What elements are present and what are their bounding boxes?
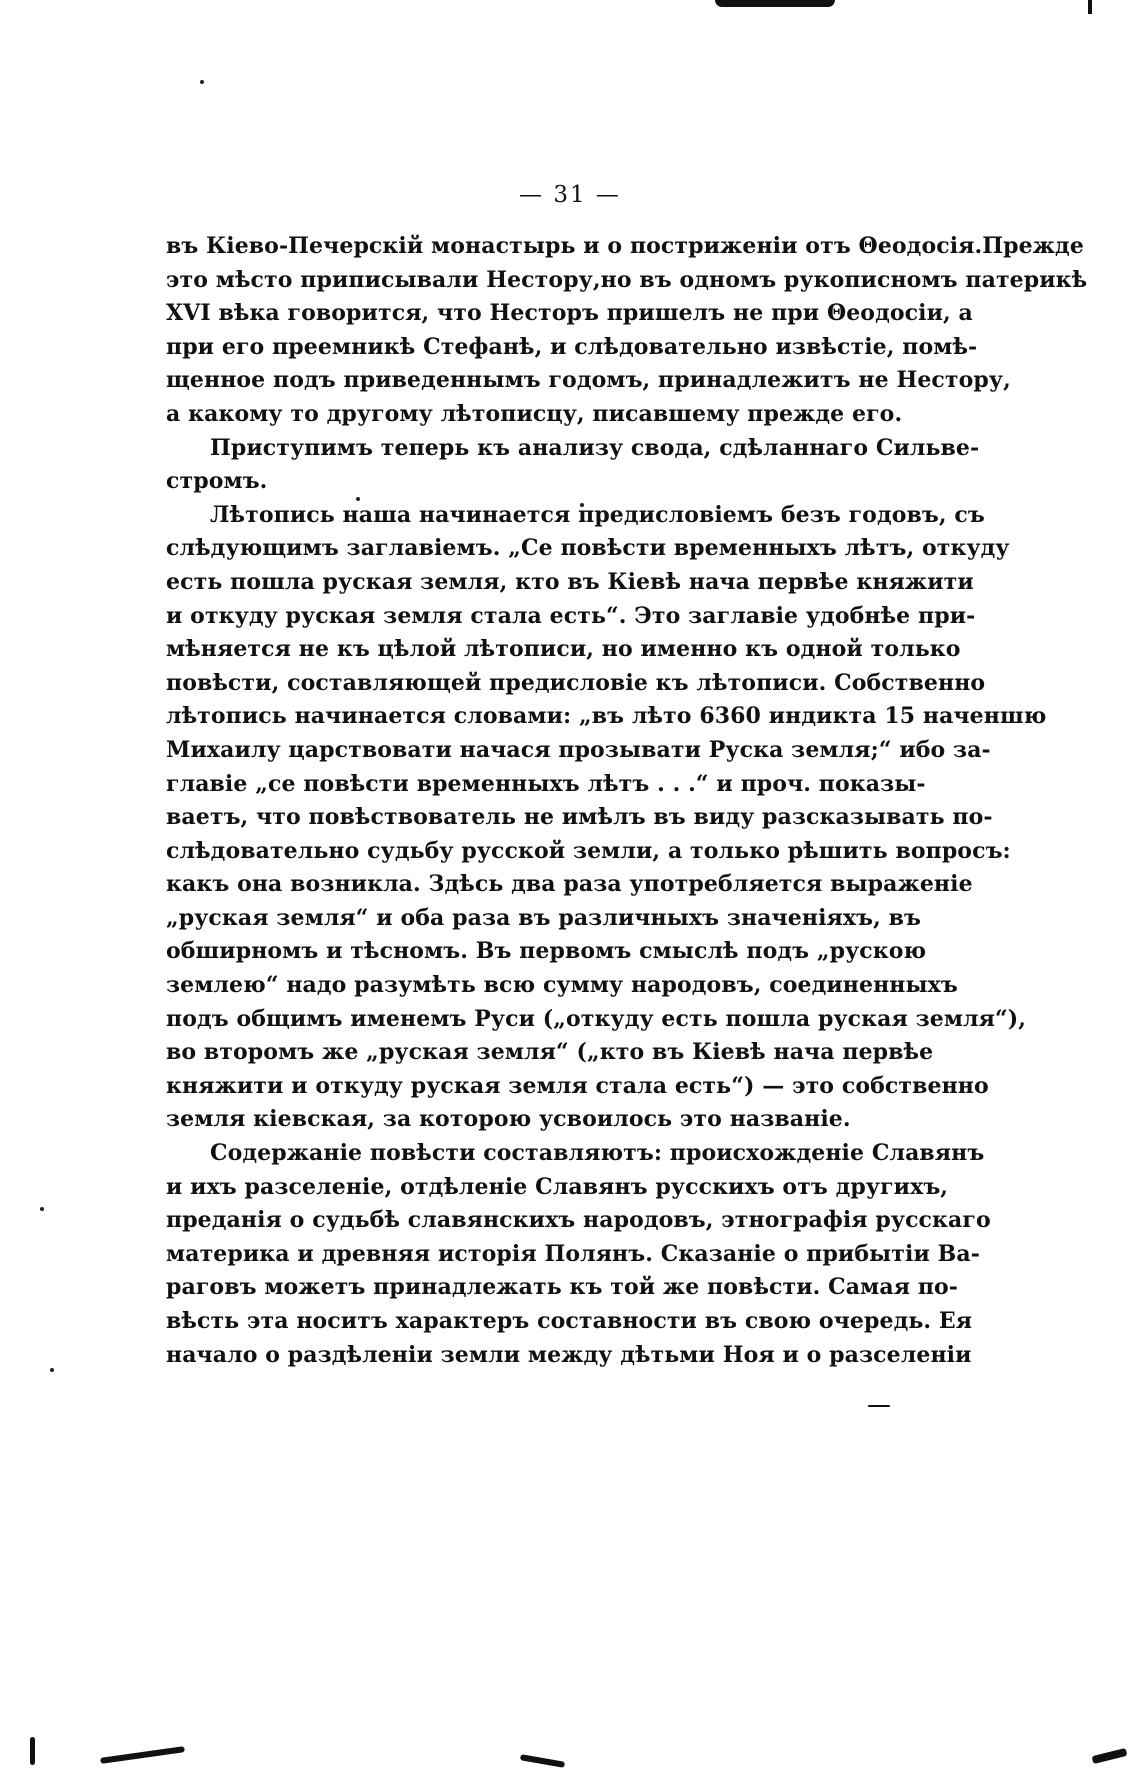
text-line: ваетъ, что повѣствователь не имѣлъ въ виду разсказывать по- xyxy=(166,804,993,831)
paragraph-2 xyxy=(166,432,980,499)
text-line: а какому то другому лѣтописцу, писавшему прежде его. xyxy=(166,400,903,427)
scan-mark-top xyxy=(715,0,835,7)
body-text xyxy=(166,230,1088,1372)
text-line: при его преемникѣ Стефанѣ, и слѣдовательно извѣстіе, помѣ- xyxy=(166,333,978,360)
page-number: — 31 — xyxy=(519,182,621,208)
paragraph-1 xyxy=(166,230,1088,432)
scan-mark-top-right xyxy=(1088,0,1092,14)
text-line: материка и древняя исторія Полянъ. Сказаніе о прибытіи Ва- xyxy=(166,1240,980,1267)
text-line: Лѣтопись наша начинается предисловіемъ безъ годовъ, съ xyxy=(210,501,985,528)
scan-smudge xyxy=(520,1754,565,1768)
paragraph-3 xyxy=(166,499,1047,1137)
text-line: раговъ можетъ принадлежать къ той же повѣсти. Самая по- xyxy=(166,1274,959,1301)
text-line: есть пошла руская земля, кто въ Кіевѣ нача первѣе княжити xyxy=(166,568,974,595)
text-line: щенное подъ приведеннымъ годомъ, принадлежитъ не Нестору, xyxy=(166,367,1011,394)
scan-speck xyxy=(40,1207,44,1211)
text-line: во второмъ же „руская земля“ („кто въ Кіевѣ нача первѣе xyxy=(166,1039,934,1066)
text-line: мѣняется не къ цѣлой лѣтописи, но именно къ одной только xyxy=(166,636,961,663)
text-line: земля кіевская, за которою усвоилось это названіе. xyxy=(166,1106,851,1133)
scan-smudge xyxy=(1092,1748,1128,1764)
text-line: лѣтопись начинается словами: „въ лѣто 6360 индикта 15 наченшю xyxy=(166,703,1047,730)
text-line: подъ общимъ именемъ Руси („откуду есть пошла руская земля“), xyxy=(166,1005,1027,1032)
text-line: преданія о судьбѣ славянскихъ народовъ, этнографія русскаго xyxy=(166,1207,991,1234)
scan-speck xyxy=(50,1368,54,1372)
text-line: начало о раздѣленіи земли между дѣтьми Ноя и о разселеніи xyxy=(166,1341,972,1368)
text-line: Содержаніе повѣсти составляютъ: происхожденіе Славянъ xyxy=(210,1140,985,1167)
text-line: слѣдующимъ заглавіемъ. „Се повѣсти временныхъ лѣтъ, откуду xyxy=(166,535,1010,562)
text-line: главіе „се повѣсти временныхъ лѣтъ . . .“ и проч. показы- xyxy=(166,770,926,797)
text-line: обширномъ и тѣсномъ. Въ первомъ смыслѣ подъ „рускою xyxy=(166,938,927,965)
text-line: это мѣсто приписывали Нестору,но въ одномъ рукописномъ патерикѣ xyxy=(166,266,1088,293)
scan-smudge xyxy=(868,1405,890,1407)
text-line: какъ она возникла. Здѣсь два раза употребляется выраженіе xyxy=(166,871,973,898)
text-line: и откуду руская земля стала есть“. Это заглавіе удобнѣе при- xyxy=(166,602,976,629)
text-line: Михаилу царствовати начася прозывати Руска земля;“ ибо за- xyxy=(166,736,991,763)
text-line: XVI вѣка говорится, что Несторъ пришелъ не при Θеодосіи, а xyxy=(166,300,973,327)
text-line: слѣдовательно судьбу русской земли, а только рѣшить вопросъ: xyxy=(166,837,1011,864)
scan-speck xyxy=(200,80,204,84)
scan-smudge xyxy=(30,1737,35,1765)
text-line: вѣсть эта носитъ характеръ составности въ свою очередь. Ея xyxy=(166,1308,973,1334)
text-line: Приступимъ теперь къ анализу свода, сдѣланнаго Сильве- xyxy=(210,434,980,461)
text-line: въ Кіево-Печерскій монастырь и о постриженіи отъ Θеодосія.Прежде xyxy=(166,233,1084,259)
text-line: повѣсти, составляющей предисловіе къ лѣтописи. Собственно xyxy=(166,669,986,696)
text-line: „руская земля“ и оба раза въ различныхъ значеніяхъ, въ xyxy=(166,904,921,931)
scan-smudge xyxy=(100,1746,185,1764)
text-line: стромъ. xyxy=(166,468,268,495)
text-line: и ихъ разселеніе, отдѣленіе Славянъ русскихъ отъ другихъ, xyxy=(166,1173,949,1200)
text-line: княжити и откуду руская земля стала есть“) — это собственно xyxy=(166,1072,989,1099)
paragraph-4 xyxy=(166,1137,991,1372)
text-line: землею“ надо разумѣть всю сумму народовъ, соединенныхъ xyxy=(166,972,958,999)
